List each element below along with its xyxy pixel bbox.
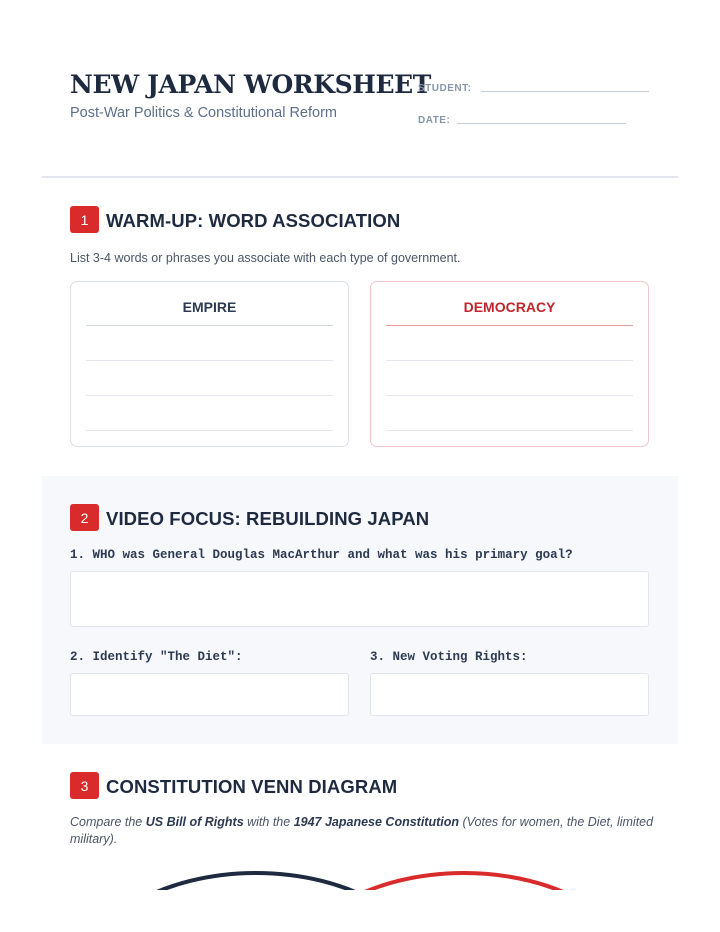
header-divider: [42, 176, 678, 178]
question-3: 3. New Voting Rights:: [370, 650, 528, 664]
student-name-line[interactable]: [481, 91, 649, 92]
empire-box[interactable]: [70, 281, 349, 447]
democracy-heading-underline: [386, 325, 633, 326]
answer-box-2[interactable]: [70, 673, 349, 716]
question-2: 2. Identify "The Diet":: [70, 650, 243, 664]
date-label: DATE:: [418, 115, 451, 126]
worksheet-subtitle: Post-War Politics & Constitutional Reform: [70, 105, 337, 121]
section-3-badge: 3: [70, 772, 99, 799]
answer-box-3[interactable]: [370, 673, 649, 716]
section-1-title: WARM-UP: WORD ASSOCIATION: [106, 210, 401, 231]
question-1: 1. WHO was General Douglas MacArthur and what was his primary goal?: [70, 548, 573, 562]
section-2-title: VIDEO FOCUS: REBUILDING JAPAN: [106, 508, 430, 529]
section-1-badge: 1: [70, 206, 99, 233]
compare-prefix: Compare the: [70, 815, 146, 829]
democracy-answer-line[interactable]: [386, 360, 633, 361]
empire-answer-line[interactable]: [86, 395, 333, 396]
answer-box-1[interactable]: [70, 571, 649, 627]
section-1-instruction: List 3-4 words or phrases you associate with each type of government.: [70, 251, 461, 265]
student-label: STUDENT:: [418, 83, 472, 94]
section-2-badge: 2: [70, 504, 99, 531]
compare-suffix: (Votes for women, the Diet, limited military).: [70, 815, 654, 846]
section-3-title: CONSTITUTION VENN DIAGRAM: [106, 776, 398, 797]
worksheet-title: NEW JAPAN WORKSHEET: [70, 70, 431, 99]
democracy-answer-line[interactable]: [386, 395, 633, 396]
venn-diagram: [0, 860, 720, 890]
empire-answer-line[interactable]: [86, 360, 333, 361]
democracy-answer-line[interactable]: [386, 430, 633, 431]
compare-document-1: US Bill of Rights: [145, 815, 244, 829]
democracy-box[interactable]: [370, 281, 649, 447]
democracy-heading: DEMOCRACY: [463, 299, 556, 315]
venn-instruction: [70, 814, 660, 848]
date-line[interactable]: [457, 123, 626, 124]
empire-answer-line[interactable]: [86, 430, 333, 431]
empire-heading-underline: [86, 325, 333, 326]
compare-mid: with the: [243, 815, 294, 829]
empire-heading: EMPIRE: [182, 299, 237, 315]
compare-document-2: 1947 Japanese Constitution: [293, 815, 460, 829]
